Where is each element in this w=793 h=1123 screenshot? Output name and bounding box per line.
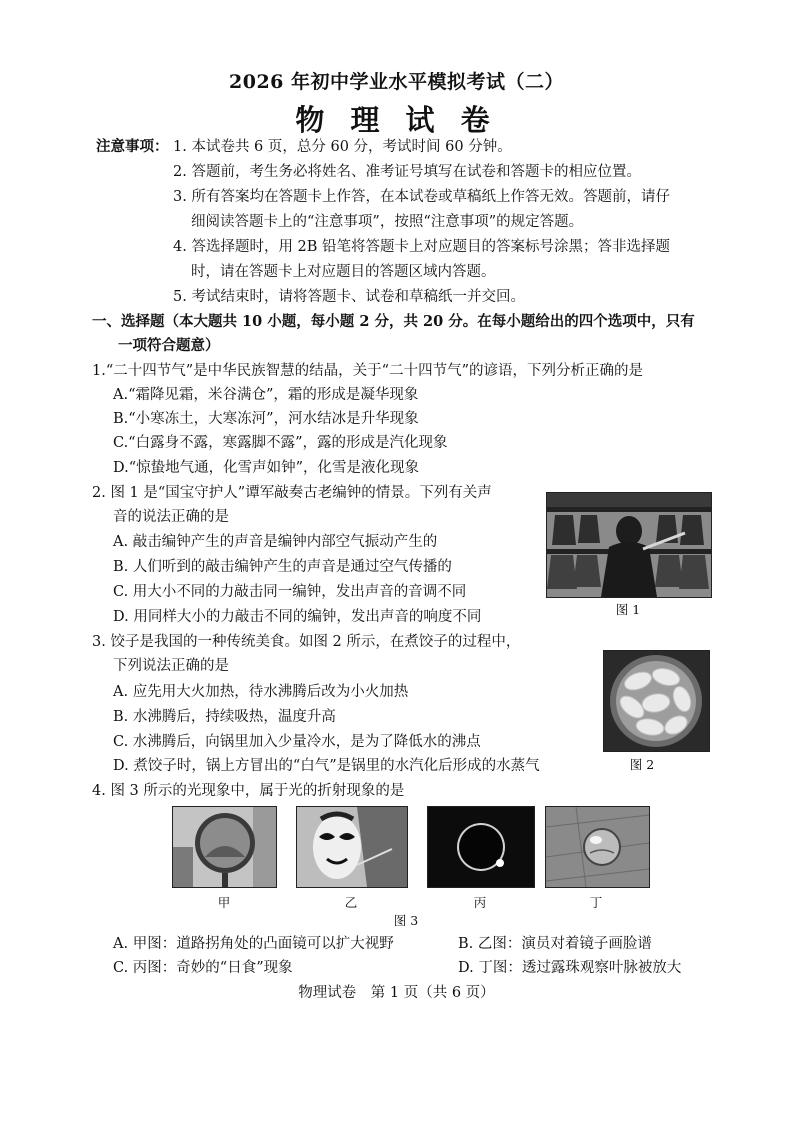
figure-3-yi-photo — [296, 806, 408, 888]
question-stem: 音的说法正确的是 — [113, 509, 229, 525]
solar-eclipse-icon — [428, 807, 534, 887]
option-c: C. 用大小不同的力敲击同一编钟，发出声音的音调不同 — [113, 584, 467, 600]
question-stem: 下列说法正确的是 — [113, 658, 229, 674]
option-a: A. 敲击编钟产生的声音是编钟内部空气振动产生的 — [113, 534, 438, 550]
option-d: D. 用同样大小的力敲击不同的编钟，发出声音的响度不同 — [113, 609, 482, 625]
dumplings-photo-icon — [604, 651, 709, 751]
section-heading: 一、选择题（本大题共 10 小题，每小题 2 分，共 20 分。在每小题给出的四个选项中，只有 — [92, 313, 695, 330]
notice-label: 注意事项： — [96, 138, 169, 155]
notice-item: 1. 本试卷共 6 页，总分 60 分，考试时间 60 分钟。 — [173, 139, 512, 155]
notice-item: 2. 答题前，考生务必将姓名、准考证号填写在试卷和答题卡的相应位置。 — [173, 164, 641, 180]
question-stem: 4. 图 3 所示的光现象中，属于光的折射现象的是 — [92, 783, 405, 799]
figure-caption: 图 3 — [393, 913, 419, 928]
question-stem: 2. 图 1 是“国宝守护人”谭军敲奏古老编钟的情景。下列有关声 — [92, 485, 492, 501]
option-b: B. 水沸腾后，持续吸热，温度升高 — [113, 709, 336, 725]
figure-3-bing-photo — [427, 806, 535, 888]
option-b: B.“小寒冻土，大寒冻河”，河水结冰是升华现象 — [113, 411, 419, 427]
option-b: B. 乙图：演员对着镜子画脸谱 — [458, 936, 652, 952]
option-a: A. 应先用大火加热，待水沸腾后改为小火加热 — [113, 684, 409, 700]
figure-label-jia: 甲 — [217, 895, 231, 910]
exam-title: 2026 年初中学业水平模拟考试（二） — [229, 71, 564, 93]
option-b: B. 人们听到的敲击编钟产生的声音是通过空气传播的 — [113, 559, 452, 575]
notice-item: 5. 考试结束时，请将答题卡、试卷和草稿纸一并交回。 — [173, 289, 525, 305]
dewdrop-leaf-icon — [546, 807, 649, 887]
option-a: A. 甲图：道路拐角处的凸面镜可以扩大视野 — [113, 936, 394, 952]
option-d: D. 煮饺子时，锅上方冒出的“白气”是锅里的水汽化后形成的水蒸气 — [113, 758, 540, 774]
option-c: C.“白露身不露，寒露脚不露”，露的形成是汽化现象 — [113, 435, 448, 451]
section-heading: 一项符合题意） — [118, 337, 220, 354]
figure-label-ding: 丁 — [589, 895, 603, 910]
convex-mirror-icon — [173, 807, 276, 887]
question-stem: 1.“二十四节气”是中华民族智慧的结晶，关于“二十四节气”的谚语，下列分析正确的是 — [92, 363, 643, 379]
opera-mask-icon — [297, 807, 407, 887]
figure-caption: 图 1 — [615, 602, 641, 617]
option-c: C. 丙图：奇妙的“日食”现象 — [113, 960, 293, 976]
notice-item: 时，请在答题卡上对应题目的答题区域内答题。 — [191, 264, 496, 280]
figure-3-jia-photo — [172, 806, 277, 888]
figure-1-photo — [546, 492, 712, 598]
figure-2-photo — [603, 650, 710, 752]
subject-title: 物 理 试 卷 — [295, 103, 498, 137]
page-footer: 物理试卷 第 1 页（共 6 页） — [298, 985, 495, 1001]
figure-3-ding-photo — [545, 806, 650, 888]
figure-label-yi: 乙 — [344, 895, 358, 910]
option-d: D.“惊蛰地气通，化雪声如钟”，化雪是液化现象 — [113, 460, 420, 476]
bianzhong-photo-icon — [547, 493, 711, 597]
notice-item: 4. 答选择题时，用 2B 铅笔将答题卡上对应题目的答案标号涂黑；答非选择题 — [173, 239, 671, 255]
option-d: D. 丁图：透过露珠观察叶脉被放大 — [458, 960, 682, 976]
question-stem: 3. 饺子是我国的一种传统美食。如图 2 所示，在煮饺子的过程中， — [92, 634, 521, 650]
notice-item: 3. 所有答案均在答题卡上作答，在本试卷或草稿纸上作答无效。答题前，请仔 — [173, 189, 670, 205]
notice-item: 细阅读答题卡上的“注意事项”，按照“注意事项”的规定答题。 — [191, 214, 584, 230]
figure-caption: 图 2 — [629, 757, 655, 772]
option-c: C. 水沸腾后，向锅里加入少量冷水，是为了降低水的沸点 — [113, 734, 481, 750]
option-a: A.“霜降见霜，米谷满仓”，霜的形成是凝华现象 — [113, 387, 419, 403]
figure-label-bing: 丙 — [473, 895, 487, 910]
